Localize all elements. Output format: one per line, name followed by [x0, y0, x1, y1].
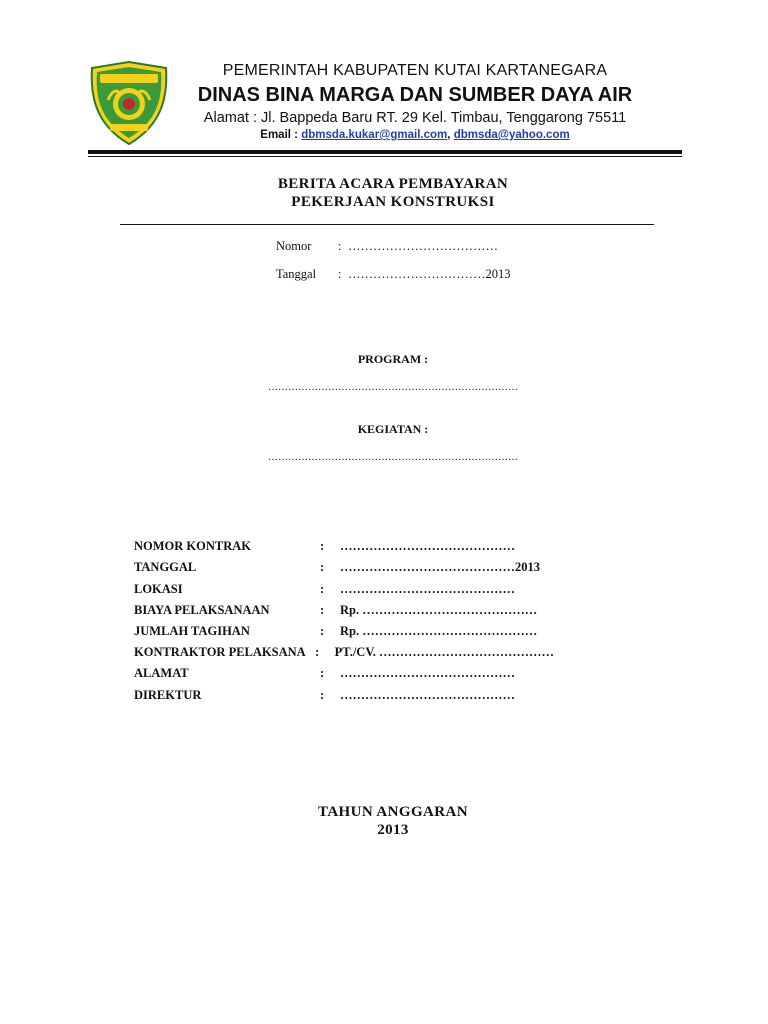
nomor-label: Nomor: [276, 239, 312, 253]
row-colon: :: [320, 539, 325, 554]
program-value: …………………………………………………………………: [268, 382, 518, 393]
nomor-row: [276, 239, 498, 254]
department-name: DINAS BINA MARGA DAN SUMBER DAYA AIR: [197, 84, 633, 106]
row-label: NOMOR KONTRAK: [134, 539, 252, 554]
row-value: PT./CV. ……………………………………: [334, 645, 554, 660]
nomor-value: ………………………………: [348, 239, 498, 253]
email-link-gmail[interactable]: dbmsda.kukar@gmail.com: [301, 129, 448, 141]
row-colon: :: [320, 602, 325, 617]
department-address: Alamat : Jl. Bappeda Baru RT. 29 Kel. Timbau, Tenggarong 75511: [203, 110, 627, 126]
budget-year-label: TAHUN ANGGARAN: [318, 804, 468, 820]
row-colon: :: [320, 666, 325, 681]
contract-info-table: [134, 533, 554, 703]
contract-row-nomor-kontrak: [134, 533, 554, 554]
program-label: PROGRAM :: [357, 352, 429, 366]
row-value: ……………………………………: [340, 666, 515, 681]
document-title-line1: BERITA ACARA PEMBAYARAN: [277, 176, 509, 192]
document-title-line2: PEKERJAAN KONSTRUKSI: [291, 194, 495, 210]
row-label: ALAMAT: [134, 666, 189, 681]
email-separator: ,: [447, 129, 451, 141]
row-label: BIAYA PELAKSANAAN: [134, 602, 270, 617]
contract-row-jumlah-tagihan: [134, 618, 554, 639]
row-value: Rp. ……………………………………: [340, 623, 538, 638]
email-line: [170, 129, 660, 141]
row-colon: :: [320, 560, 325, 575]
contract-row-kontraktor-pelaksana: [134, 639, 554, 660]
budget-year-value: 2013: [377, 822, 409, 838]
row-value: ……………………………………: [340, 539, 515, 554]
row-colon: :: [320, 623, 325, 638]
row-value: ……………………………………: [340, 687, 515, 702]
row-colon: :: [320, 581, 325, 596]
row-colon: :: [320, 687, 325, 702]
row-label: LOKASI: [134, 581, 183, 596]
row-label: JUMLAH TAGIHAN: [134, 623, 250, 638]
contract-row-direktur: [134, 681, 554, 702]
row-value: Rp. ……………………………………: [340, 602, 538, 617]
tanggal-colon: :: [338, 267, 342, 281]
contract-row-biaya-pelaksanaan: [134, 597, 554, 618]
email-label: Email :: [260, 129, 298, 141]
tanggal-value: ……………………………2013: [348, 267, 511, 281]
row-colon: :: [315, 645, 320, 660]
letterhead-divider-thick: [88, 150, 682, 154]
tanggal-label: Tanggal: [276, 267, 317, 281]
contract-row-tanggal: [134, 554, 554, 575]
kutai-kartanegara-emblem-icon: [88, 60, 170, 146]
contract-row-lokasi: [134, 575, 554, 596]
nomor-colon: :: [338, 239, 342, 253]
letterhead-divider-thin: [88, 156, 682, 157]
row-label: DIREKTUR: [134, 687, 202, 702]
government-name: PEMERINTAH KABUPATEN KUTAI KARTANEGARA: [222, 62, 608, 79]
title-divider: [120, 224, 654, 225]
kegiatan-label: KEGIATAN :: [357, 422, 429, 436]
contract-row-alamat: [134, 660, 554, 681]
row-label: KONTRAKTOR PELAKSANA: [134, 645, 306, 660]
kegiatan-value: …………………………………………………………………: [268, 452, 518, 463]
row-value: ……………………………………: [340, 581, 515, 596]
row-value: ……………………………………2013: [340, 560, 540, 575]
tanggal-row: [276, 267, 511, 282]
row-label: TANGGAL: [134, 560, 197, 575]
email-link-yahoo[interactable]: dbmsda@yahoo.com: [453, 129, 570, 141]
